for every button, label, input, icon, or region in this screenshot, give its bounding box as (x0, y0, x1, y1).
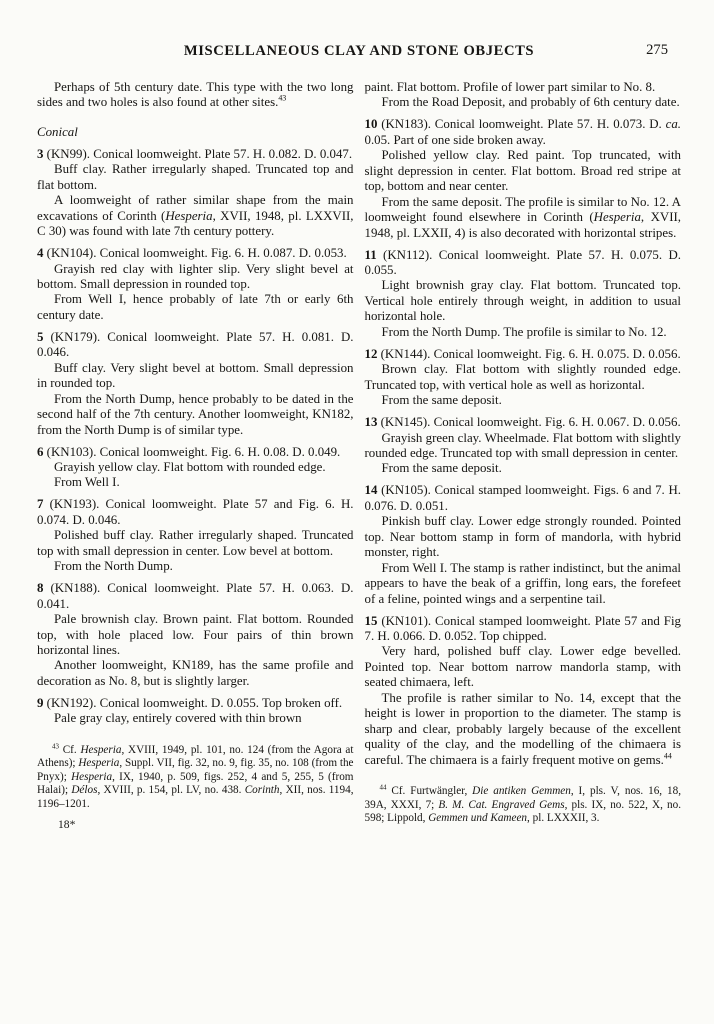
paragraph: Polished buff clay. Rather irregularly shaped. Truncated top with small depression in center. Low bevel at bottom. (37, 528, 354, 558)
paragraph: Grayish green clay. Wheelmade. Flat bottom with slightly rounded edge. Truncated top with small depression in center. (364, 430, 681, 460)
paragraph: From the North Dump. (54, 559, 173, 574)
entry-lead: 8 (KN188). Conical loomweight. Plate 57. H. 0.063. D. 0.041. (37, 581, 354, 611)
paragraph: From the same deposit. The profile is similar to No. 12. A loomweight found elsewhere in Corinth (Hesperia, XVII, 1948, pl. LXXII, 4) is also decorated with horizontal stripes. (364, 194, 682, 240)
left-column-body (37, 80, 354, 727)
paragraph: From Well I, hence probably of late 7th or early 6th century date. (37, 292, 354, 322)
paragraph: Grayish red clay with lighter slip. Very slight bevel at bottom. Small depression in rounded top. (37, 261, 354, 291)
footnote-44 (365, 785, 682, 826)
paragraph: Brown clay. Flat bottom with slightly rounded edge. Truncated top, with vertical hole as well as horizontal. (364, 362, 681, 392)
paragraph: Perhaps of 5th century date. This type with the two long sides and two holes is also found at other sites.$^{43}$ (37, 80, 354, 110)
paragraph: From the same deposit. (381, 461, 502, 476)
entry-lead: 9 (KN192). Conical loomweight. D. 0.055. Top broken off. (37, 695, 343, 710)
entry-lead: 13 (KN145). Conical loomweight. Fig. 6. H. 0.067. D. 0.056. (364, 415, 681, 430)
entry-lead: 4 (KN104). Conical loomweight. Fig. 6. H. 0.087. D. 0.053. (37, 246, 347, 261)
continuation-paragraph: paint. Flat bottom. Profile of lower part similar to No. 8. (364, 80, 656, 94)
paragraph: A loomweight of rather similar shape from the main excavations of Corinth (Hesperia, XVII, 1948, pl. LXXVII, C 30) was found with late 7th century pottery. (37, 193, 354, 239)
paragraph: The profile is rather similar to No. 14, except that the height is lower in proportion to the diameter. The stamp is sharp and clear, probably largely because of the excellent quality of the clay, and the modelling of the chimaera is careful. The chimaera is a fairly frequent motive on gems.$^{44}$ (364, 690, 681, 767)
running-title: MISCELLANEOUS CLAY AND STONE OBJECTS (183, 43, 535, 59)
footnote-text: $^{44}$ Cf. Furtwängler, Die antiken Gemmen, I, pls. V, nos. 16, 18, 39A, XXXI, 7; B. M. Cat. Engraved Gems, pls. IX, no. 522, X, no. 598; Lippold, Gemmen und Kameen, pl. LXXXII, 3. (364, 783, 681, 825)
entry-lead: 14 (KN105). Conical stamped loomweight. Figs. 6 and 7. H. 0.076. D. 0.051. (364, 483, 681, 513)
right-column (365, 80, 682, 833)
entry-lead: 11 (KN112). Conical loomweight. Plate 57. H. 0.075. D. 0.055. (364, 247, 681, 277)
paragraph: From the same deposit. (381, 393, 502, 408)
paragraph: Buff clay. Very slight bevel at bottom. Small depression in rounded top. (37, 360, 354, 391)
paragraph: Pinkish buff clay. Lower edge strongly rounded. Pointed top. Near bottom stamp in form of mandorla, with hybrid monster, right. (364, 514, 681, 560)
paragraph: From the North Dump, hence probably to be dated in the second half of the 7th century. Another loomweight, KN182, from the North Dump is of similar type. (37, 391, 354, 437)
entry-lead: 10 (KN183). Conical loomweight. Plate 57. H. 0.073. D. ca. 0.05. Part of one side broken away. (364, 117, 681, 147)
entry-lead: 15 (KN101). Conical stamped loomweight. Plate 57 and Fig 7. H. 0.066. D. 0.052. Top chipped. (364, 613, 681, 643)
entry-lead: 7 (KN193). Conical loomweight. Plate 57 and Fig. 6. H. 0.074. D. 0.046. (37, 497, 354, 527)
signature-mark: 18* (58, 818, 76, 832)
paragraph: Light brownish gray clay. Flat bottom. Truncated top. Vertical hole entirely through weight, in addition to usual horizontal hole. (364, 278, 681, 324)
paragraph: Buff clay. Rather irregularly shaped. Truncated top and flat bottom. (37, 162, 354, 192)
paragraph: Very hard, polished buff clay. Lower edge bevelled. Pointed top. Near bottom narrow mandorla stamp, with seated chimaera, left. (364, 644, 681, 690)
paragraph: Polished yellow clay. Red paint. Top truncated, with slight depression in center. Flat bottom. Broad red stripe at top, bottom and near center. (364, 148, 681, 194)
paragraph: Grayish yellow clay. Flat bottom with rounded edge. (54, 459, 326, 474)
footnote-43 (37, 741, 354, 812)
entry-lead: 6 (KN103). Conical loomweight. Fig. 6. H. 0.08. D. 0.049. (37, 444, 341, 459)
page-number: 275 (646, 42, 668, 58)
entry-lead: 5 (KN179). Conical loomweight. Plate 57. H. 0.081. D. 0.046. (37, 329, 354, 360)
right-column-body (365, 80, 682, 768)
paragraph: Pale gray clay, entirely covered with thin brown (54, 711, 302, 726)
section-heading: Conical (37, 124, 78, 139)
paragraph: From the North Dump. The profile is similar to No. 12. (381, 324, 667, 339)
paragraph: From the Road Deposit, and probably of 6th century date. (381, 95, 680, 110)
paragraph: From Well I. (54, 475, 120, 490)
left-column (37, 80, 354, 833)
paragraph: Pale brownish clay. Brown paint. Flat bottom. Rounded top, with hole placed low. Four pairs of thin brown horizontal lines. (37, 612, 354, 657)
entry-lead: 3 (KN99). Conical loomweight. Plate 57. H. 0.082. D. 0.047. (37, 146, 353, 161)
footnote-text: $^{43}$ Cf. Hesperia, XVIII, 1949, pl. 101, no. 124 (from the Agora at Athens); Hesperia, Suppl. VII, fig. 32, no. 9, fig. 35, no. 108 (from the Pnyx); Hesperia, IX, 1940, p. 509, figs. 252, 4 and 5, 255, 5 (from Halai); Délos, XVIII, p. 154, pl. LV, no. 438. Corinth, XII, nos. 1194, 1196–1201. (37, 741, 354, 810)
paragraph: From Well I. The stamp is rather indistinct, but the animal appears to have the beak of a griffin, long ears, the forefeet of a feline, pointed wings and a serpentine tail. (364, 560, 681, 606)
paragraph: Another loomweight, KN189, has the same profile and decoration as No. 8, but is slightly larger. (37, 658, 354, 688)
text-columns (37, 80, 681, 833)
entry-lead: 12 (KN144). Conical loomweight. Fig. 6. H. 0.075. D. 0.056. (364, 346, 681, 361)
page-header (37, 42, 681, 64)
